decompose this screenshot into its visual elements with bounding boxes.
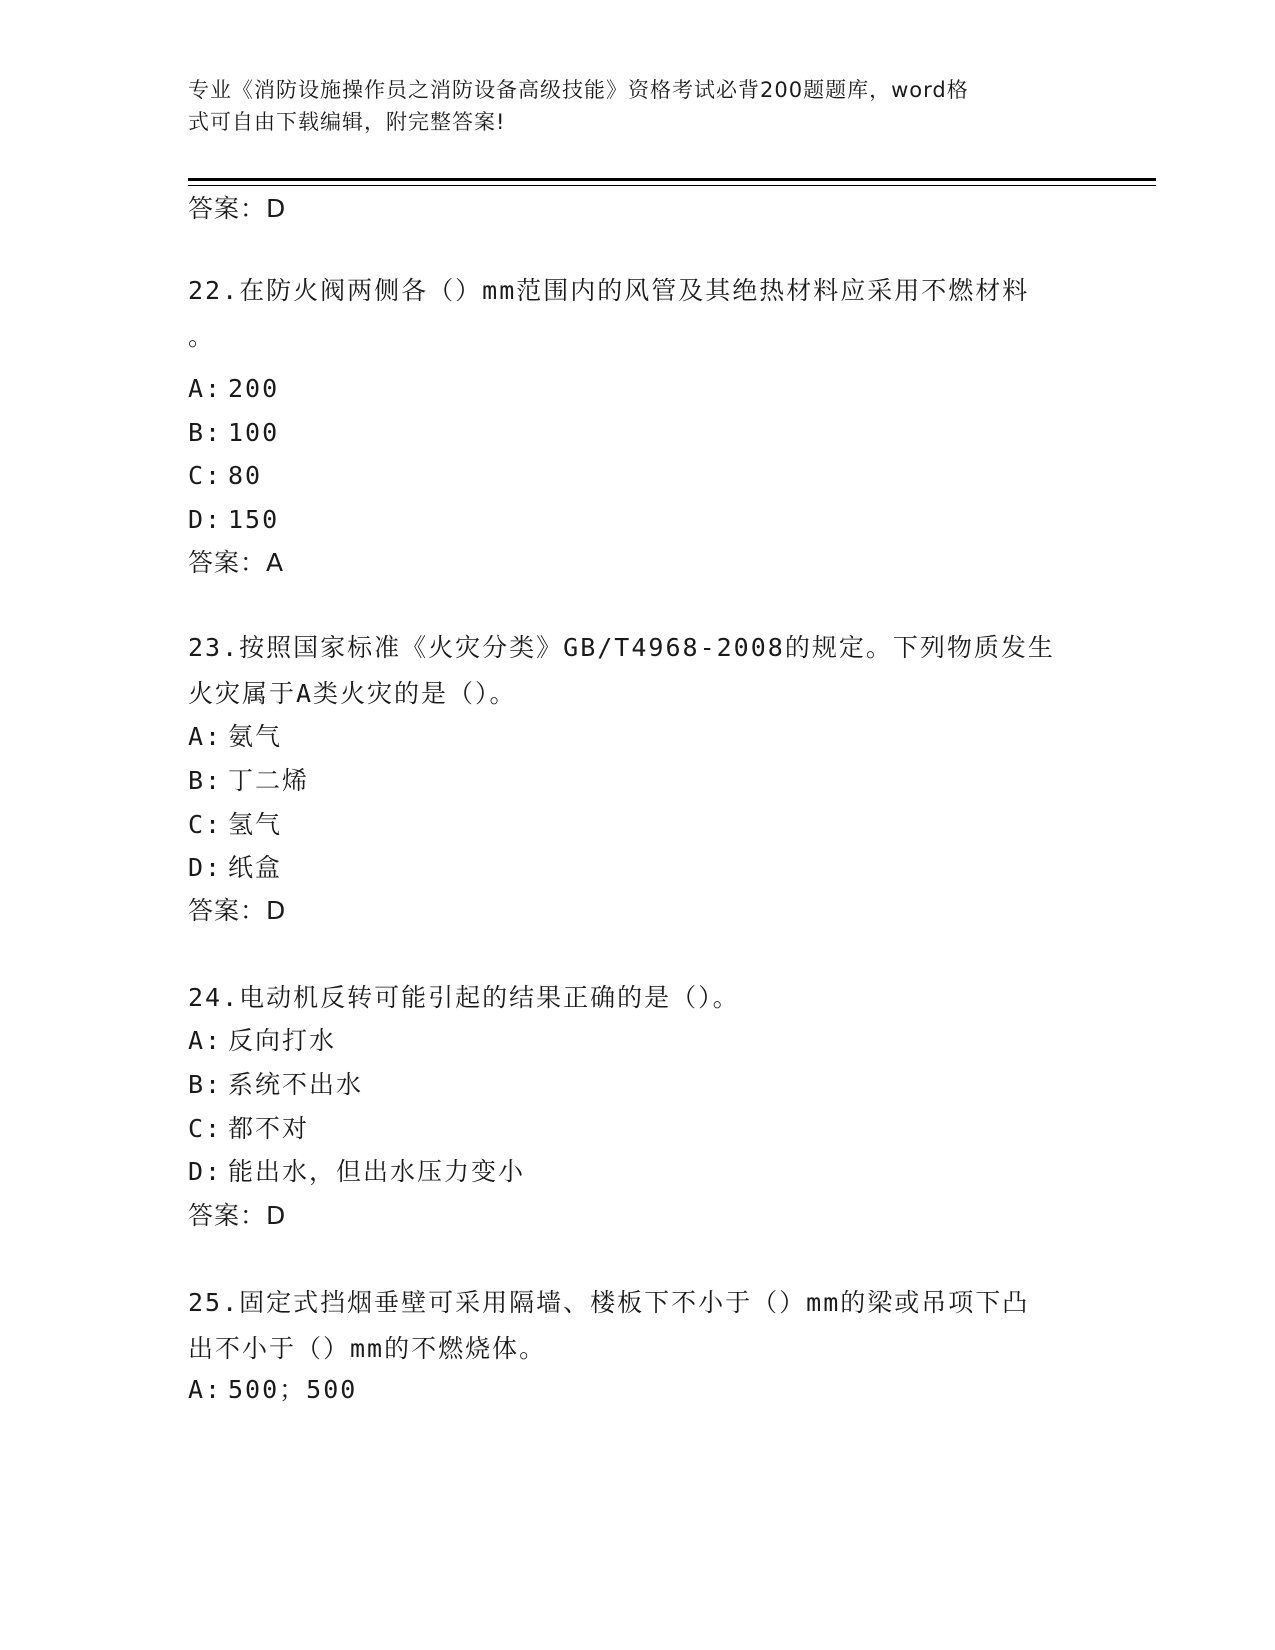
q23-option-c	[188, 808, 282, 842]
option-letter: A:	[188, 1375, 223, 1404]
answer-23: 答案：D	[188, 896, 287, 925]
option-letter: D:	[188, 505, 223, 534]
q24-option-b	[188, 1068, 363, 1102]
option-text: 100	[228, 418, 280, 447]
option-letter: C:	[188, 1114, 223, 1143]
answer-22: 答案：A	[188, 548, 285, 577]
q22-option-b	[188, 416, 279, 450]
q24-option-a	[188, 1024, 336, 1058]
answer-24: 答案：D	[188, 1201, 287, 1230]
question-22	[188, 268, 1088, 360]
question-24-line-1: 24.电动机反转可能引起的结果正确的是（）。	[188, 983, 740, 1012]
option-text: 200	[228, 374, 280, 403]
header-rule-thin	[188, 185, 1156, 186]
option-letter: B:	[188, 1070, 223, 1099]
option-text: 氢气	[228, 810, 283, 839]
question-25-line-1: 25.固定式挡烟垂壁可采用隔墙、楼板下不小于（）mm的梁或吊项下凸	[188, 1288, 1030, 1317]
option-text: 能出水，但出水压力变小	[228, 1157, 526, 1186]
q23-option-b	[188, 764, 309, 798]
option-text: 氨气	[228, 722, 283, 751]
option-letter: A:	[188, 722, 223, 751]
q25-option-a	[188, 1373, 357, 1407]
q22-option-c	[188, 459, 262, 493]
answer-prev: 答案：D	[188, 194, 287, 223]
question-22-line-2: 。	[188, 322, 216, 351]
q22-option-a	[188, 372, 279, 406]
question-25	[188, 1280, 1088, 1372]
option-text: 150	[228, 505, 280, 534]
option-letter: C:	[188, 810, 223, 839]
option-letter: B:	[188, 766, 223, 795]
option-letter: D:	[188, 1157, 223, 1186]
option-letter: A:	[188, 374, 223, 403]
q24-option-d	[188, 1155, 525, 1189]
question-22-line-1: 22.在防火阀两侧各（）mm范围内的风管及其绝热材料应采用不燃材料	[188, 276, 1030, 305]
question-23	[188, 625, 1088, 717]
option-letter: B:	[188, 418, 223, 447]
q24-option-c	[188, 1112, 309, 1146]
document-header	[188, 74, 1068, 138]
question-24	[188, 975, 1088, 1021]
q22-option-d	[188, 503, 279, 537]
option-letter: D:	[188, 853, 223, 882]
option-text: 系统不出水	[228, 1070, 364, 1099]
option-letter: C:	[188, 461, 223, 490]
header-line-1: 专业《消防设施操作员之消防设备高级技能》资格考试必背200题题库，word格	[188, 78, 969, 102]
header-line-2: 式可自由下载编辑，附完整答案!	[188, 110, 506, 134]
question-23-line-2: 火灾属于A类火灾的是（）。	[188, 679, 517, 708]
q23-option-a	[188, 720, 282, 754]
option-text: 都不对	[228, 1114, 310, 1143]
option-text: 反向打水	[228, 1026, 337, 1055]
option-letter: A:	[188, 1026, 223, 1055]
question-25-line-2: 出不小于（）mm的不燃烧体。	[188, 1334, 547, 1363]
q23-option-d	[188, 851, 282, 885]
question-23-line-1: 23.按照国家标准《火灾分类》GB/T4968-2008的规定。下列物质发生	[188, 633, 1055, 662]
option-text: 80	[228, 461, 263, 490]
option-text: 丁二烯	[228, 766, 310, 795]
header-rule-thick	[188, 178, 1156, 181]
option-text: 纸盒	[228, 853, 283, 882]
option-text: 500；500	[228, 1375, 358, 1404]
